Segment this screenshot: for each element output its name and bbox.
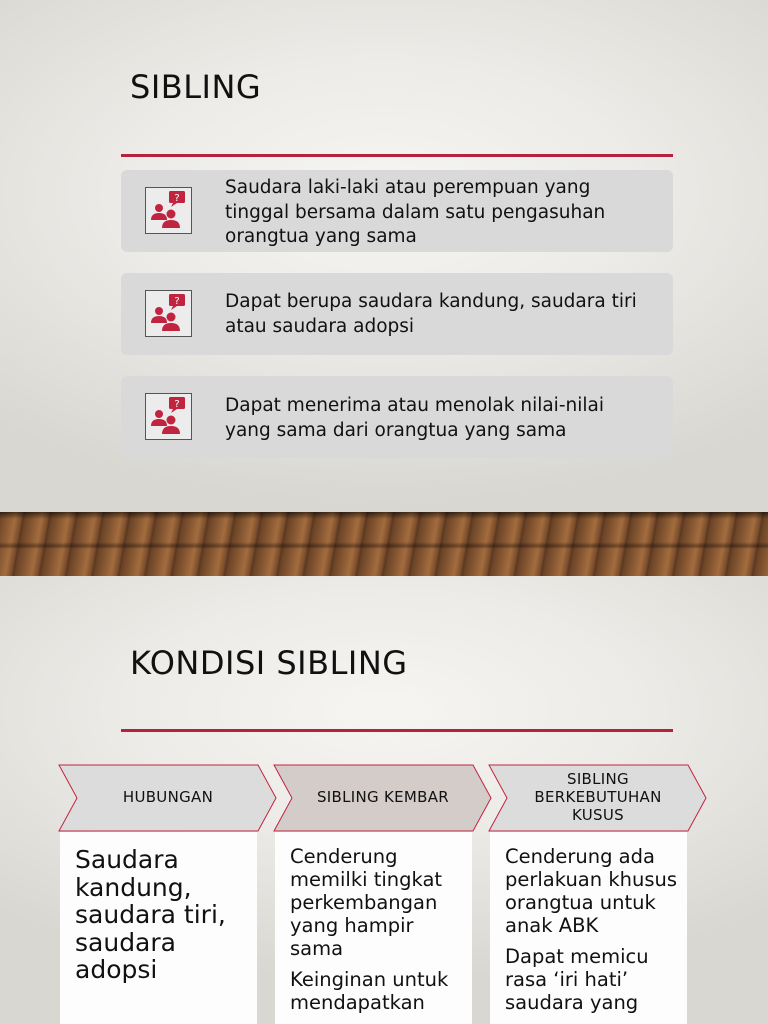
column-sibling-kembar [275, 832, 472, 1024]
title-divider [121, 729, 673, 732]
wooden-floor-decoration [0, 512, 768, 576]
svg-text:?: ? [174, 296, 180, 307]
list-item [121, 273, 673, 355]
list-item-text: Dapat menerima atau menolak nilai-nilai yang sama dari orangtua yang sama [225, 395, 604, 441]
list-item [121, 376, 673, 458]
chevron-label: SIBLING KEMBAR [316, 788, 450, 806]
list-item-text: Dapat berupa saudara kandung, saudara tiri atau saudara adopsi [225, 291, 637, 337]
column-hubungan [60, 832, 257, 1024]
column-text: Saudara kandung, saudara tiri, saudara adopsi [75, 845, 226, 984]
chevron-label: HUBUNGAN [122, 788, 214, 806]
slide-title: SIBLING [130, 68, 262, 106]
column-point: Cenderung ada perlakuan khusus orangtua untuk anak ABK [505, 845, 678, 937]
list-item-text: Saudara laki-laki atau perempuan yang tinggal bersama dalam satu pengasuhan orangtua yang sama [225, 177, 606, 247]
column-point: Keinginan untuk mendapatkan [290, 968, 449, 1014]
svg-text:?: ? [174, 399, 180, 410]
title-divider [121, 154, 673, 157]
list-item [121, 170, 673, 252]
chevron-header-sibling-berkebutuhan-kusus [488, 764, 708, 832]
column-sibling-berkebutuhan-kusus [490, 832, 687, 1024]
chevron-label: SIBLING BERKEBUTUHAN KUSUS [534, 770, 662, 824]
column-point: Cenderung memilki tingkat perkembangan yang hampir sama [290, 845, 443, 960]
people-question-icon [145, 290, 192, 337]
column-point: Dapat memicu rasa ‘iri hati’ saudara yang [505, 945, 649, 1014]
svg-text:?: ? [174, 193, 180, 204]
chevron-header-hubungan [58, 764, 278, 832]
people-question-icon [145, 393, 192, 440]
chevron-header-sibling-kembar [273, 764, 493, 832]
people-question-icon [145, 187, 192, 234]
slide-title: KONDISI SIBLING [130, 644, 408, 682]
